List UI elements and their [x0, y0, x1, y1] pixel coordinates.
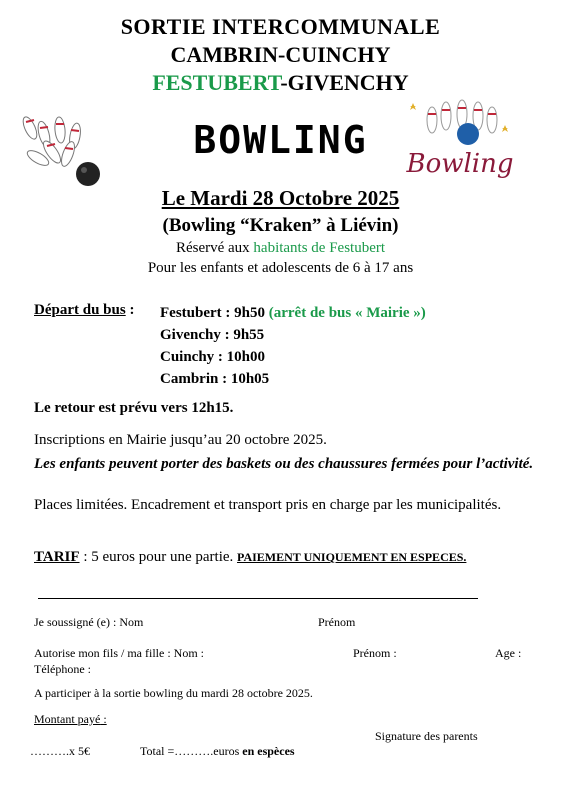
reserved-residents: habitants de Festubert — [253, 240, 386, 256]
departure-label: Départ du bus : — [34, 302, 135, 318]
bowling-logo-icon — [402, 92, 520, 188]
bowling-logo-text: Bowling — [406, 149, 514, 179]
header-line-1: SORTIE INTERCOMMUNALE — [120, 14, 441, 39]
form-child-name: Autorise mon fils / ma fille : Nom : — [34, 646, 204, 660]
age-range: Pour les enfants et adolescents de 6 à 17 ans — [147, 260, 414, 276]
header-festubert: FESTUBERT — [152, 70, 281, 95]
form-signer-firstname: Prénom — [318, 615, 356, 629]
price-label: TARIF — [34, 549, 80, 565]
shoes-note: Les enfants peuvent porter des baskets ou des chaussures fermées pour l’activité. — [34, 456, 534, 472]
form-total: Total =……….euros en espèces — [140, 744, 295, 758]
payment-note: PAIEMENT UNIQUEMENT EN ESPECES. — [237, 550, 467, 564]
event-title: BOWLING — [193, 118, 368, 162]
departure-stops — [160, 302, 426, 390]
reserved-line — [0, 240, 561, 257]
form-amount-label: Montant payé : — [34, 712, 107, 726]
form-participation: A participer à la sortie bowling du mardi 28 octobre 2025. — [34, 686, 313, 700]
reserved-prefix: Réservé aux — [175, 240, 254, 256]
header-line-2: CAMBRIN-CUINCHY — [170, 42, 391, 67]
form-signature: Signature des parents — [375, 729, 478, 743]
form-phone: Téléphone : — [34, 662, 91, 676]
cut-line — [38, 598, 478, 599]
event-venue: (Bowling “Kraken” à Liévin) — [162, 215, 399, 236]
stop-cambrin: Cambrin : 10h05 — [160, 371, 270, 387]
stop-givenchy: Givenchy : 9h55 — [160, 327, 265, 343]
places-note: Places limitées. Encadrement et transport pris en charge par les municipalités. — [34, 497, 502, 513]
form-child-age: Age : — [495, 646, 522, 660]
stop-festubert: Festubert : 9h50 (arrêt de bus « Mairie ») — [160, 305, 426, 321]
form-signer-name: Je soussigné (e) : Nom — [34, 615, 144, 629]
price-info: TARIF : 5 euros pour une partie. PAIEMENT UNIQUEMENT EN ESPECES. — [34, 549, 467, 565]
return-time: Le retour est prévu vers 12h15. — [34, 400, 234, 416]
form-quantity: ……….x 5€ — [30, 744, 90, 758]
event-date: Le Mardi 28 Octobre 2025 — [161, 186, 400, 210]
form-child-firstname: Prénom : — [353, 646, 397, 660]
header-givenchy: -GIVENCHY — [280, 70, 409, 95]
registration-deadline: Inscriptions en Mairie jusqu’au 20 octobre 2025. — [34, 432, 327, 448]
stop-cuinchy: Cuinchy : 10h00 — [160, 349, 266, 365]
